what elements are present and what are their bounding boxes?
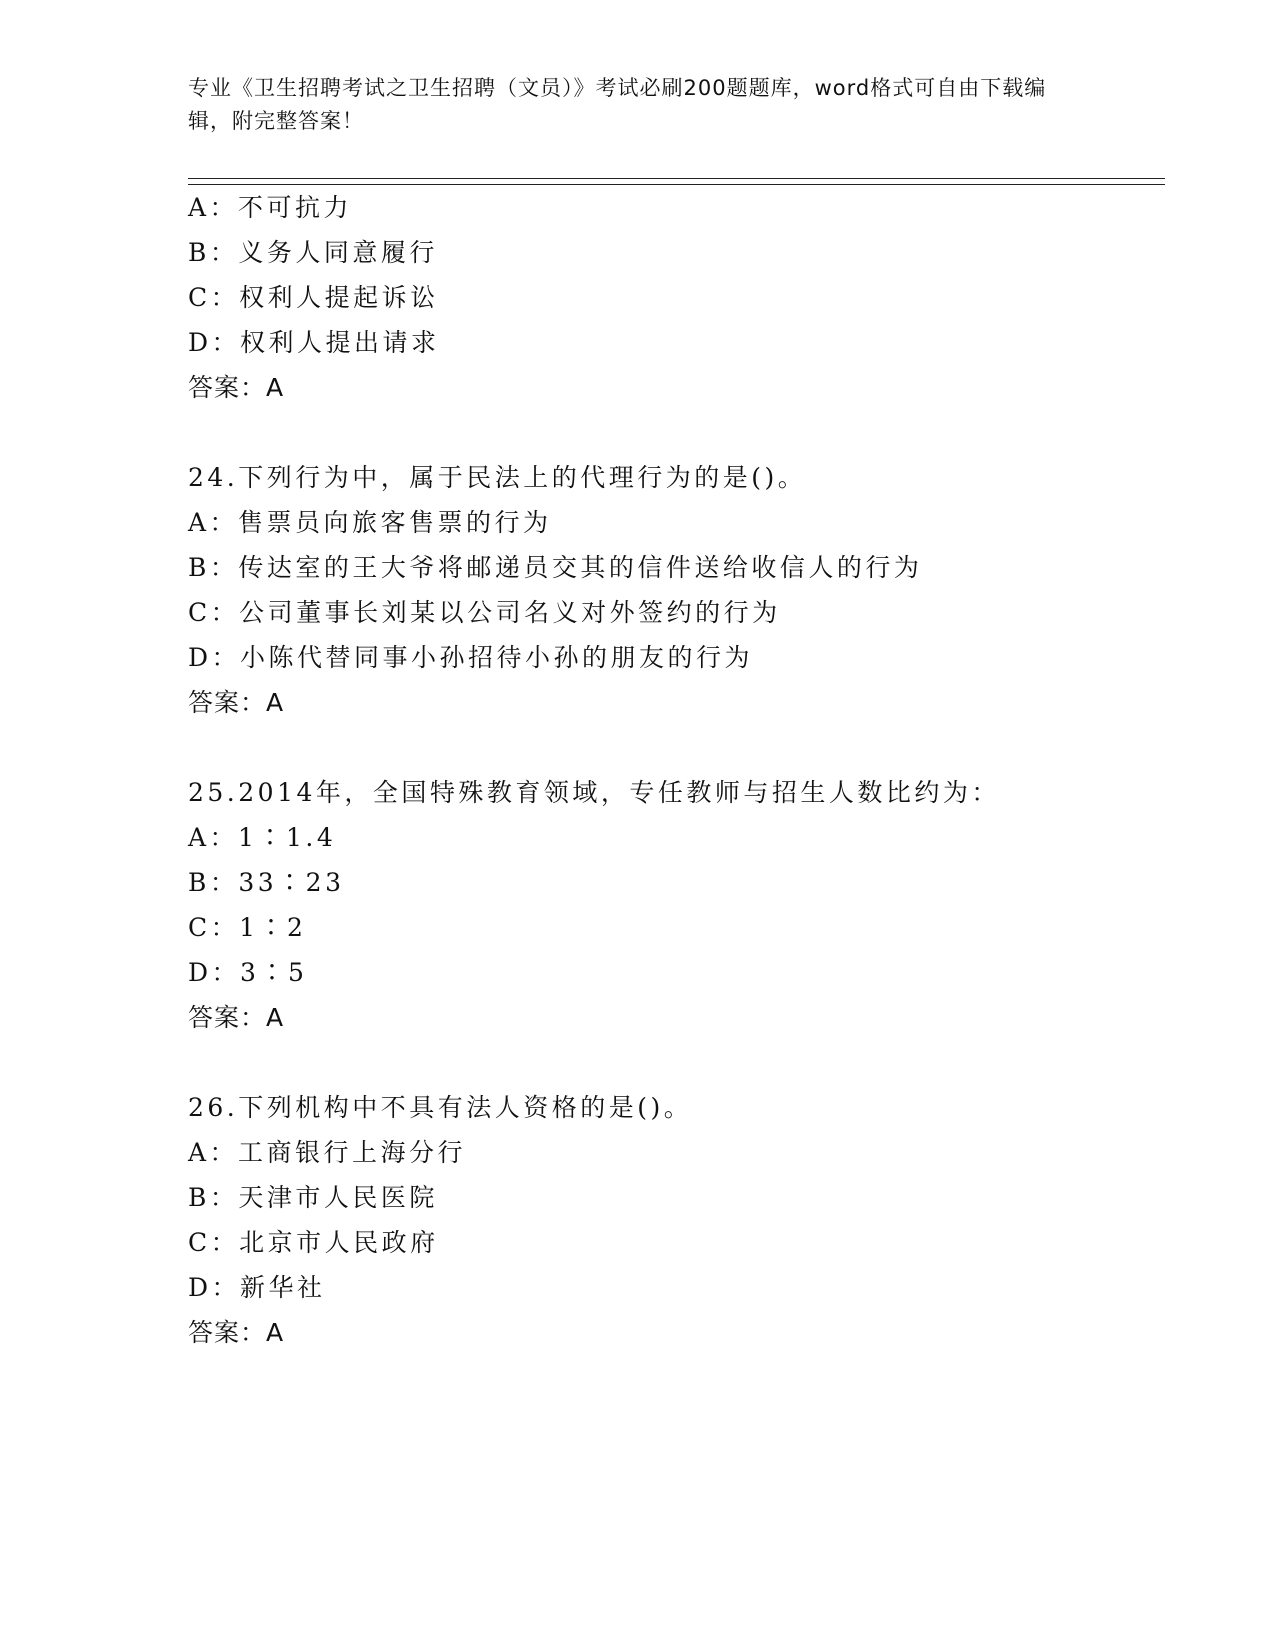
q26-option-b: B：天津市人民医院 xyxy=(188,1183,438,1212)
document-header: 专业《卫生招聘考试之卫生招聘（文员）》考试必刷200题题库，word格式可自由下载编辑，附完整答案！ xyxy=(188,76,1047,133)
q23-answer: 答案：A xyxy=(188,373,285,402)
q24-option-c: C：公司董事长刘某以公司名义对外签约的行为 xyxy=(188,598,781,627)
q24-option-d: D：小陈代替同事小孙招待小孙的朋友的行为 xyxy=(188,643,754,672)
q25-option-a: A：1∶1.4 xyxy=(188,823,337,852)
q25-answer: 答案：A xyxy=(188,1003,285,1032)
q24-option-b: B：传达室的王大爷将邮递员交其的信件送给收信人的行为 xyxy=(188,553,923,582)
q26-option-d: D：新华社 xyxy=(188,1273,326,1302)
header-divider-bottom xyxy=(188,184,1165,185)
q24-answer: 答案：A xyxy=(188,688,285,717)
q26-option-a: A：工商银行上海分行 xyxy=(188,1138,467,1167)
q24-question: 24.下列行为中，属于民法上的代理行为的是()。 xyxy=(188,463,807,492)
q26-option-c: C：北京市人民政府 xyxy=(188,1228,439,1257)
q24-option-a: A：售票员向旅客售票的行为 xyxy=(188,508,552,537)
q25-option-b: B：33∶23 xyxy=(188,868,345,897)
q23-option-a: A：不可抗力 xyxy=(188,193,353,222)
q23-option-d: D：权利人提出请求 xyxy=(188,328,440,357)
q26-question: 26.下列机构中不具有法人资格的是()。 xyxy=(188,1093,693,1122)
header-divider-top xyxy=(188,178,1165,179)
q25-option-c: C：1∶2 xyxy=(188,913,307,942)
q25-option-d: D：3∶5 xyxy=(188,958,308,987)
q23-option-b: B：义务人同意履行 xyxy=(188,238,438,267)
q25-question: 25.2014年，全国特殊教育领域，专任教师与招生人数比约为： xyxy=(188,778,1000,807)
q26-answer: 答案：A xyxy=(188,1318,285,1347)
q23-option-c: C：权利人提起诉讼 xyxy=(188,283,439,312)
